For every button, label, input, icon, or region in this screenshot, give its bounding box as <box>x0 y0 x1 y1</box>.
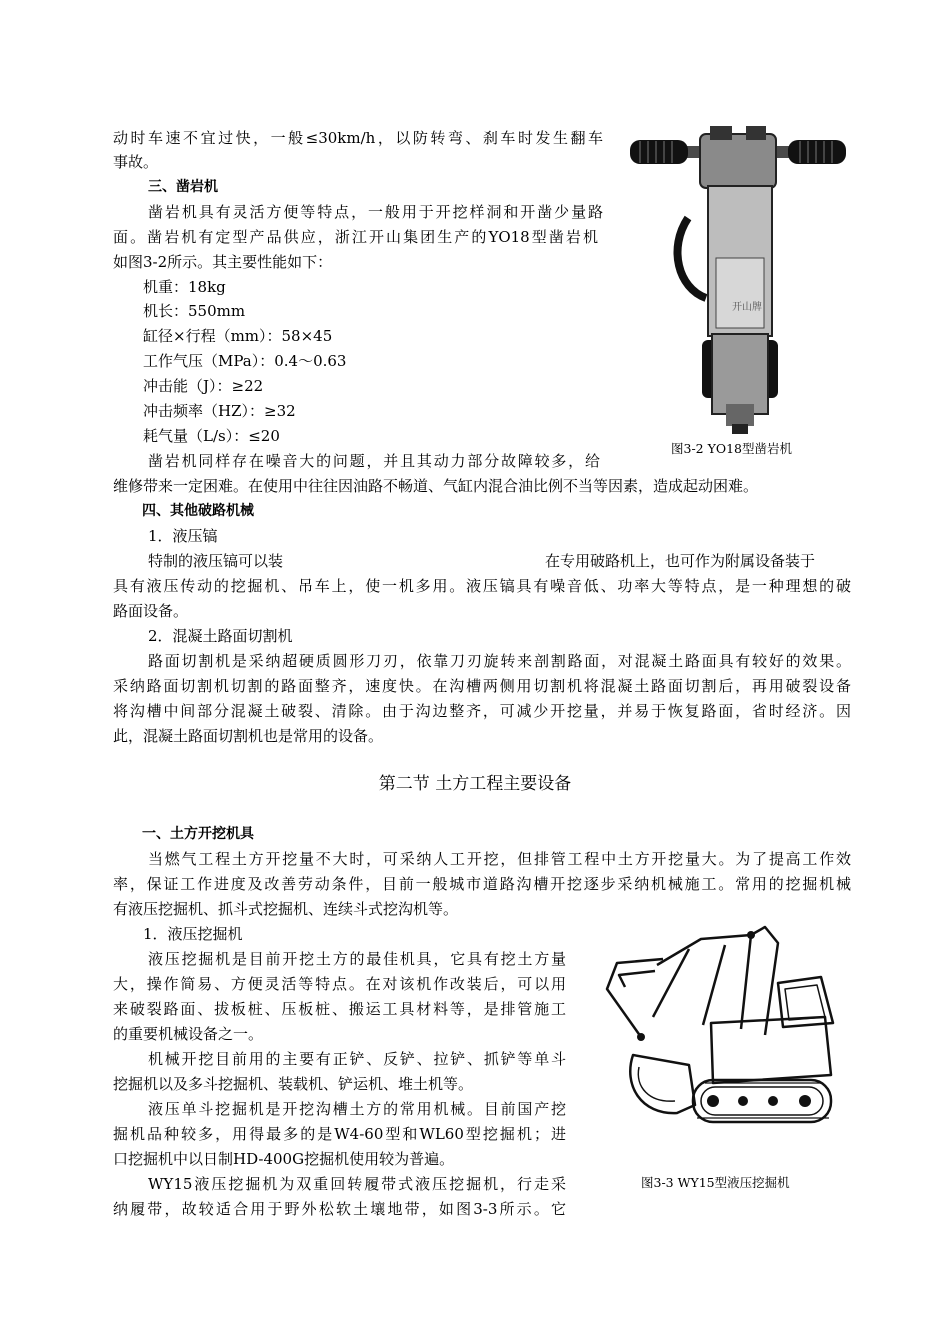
text-line: 机械开挖目前用的主要有正铲、反铲、拉铲、抓铲等单斗 <box>148 1050 566 1068</box>
spec-line: 机重：18kg <box>143 278 226 296</box>
figure-caption: 图3-3 WY15型液压挖掘机 <box>641 1175 790 1190</box>
text-line: 有液压挖掘机、抓斗式挖掘机、连续斗式挖沟机等。 <box>113 900 459 918</box>
spec-line: 缸径×行程（mm）：58×45 <box>143 327 333 345</box>
rock-drill-figure <box>628 108 848 438</box>
subheading: 2．混凝土路面切割机 <box>148 627 293 645</box>
text-line: WY15液压挖掘机为双重回转履带式液压挖掘机，行走采 <box>148 1175 566 1193</box>
text-line: 路面设备。 <box>113 602 189 620</box>
subheading: 1．液压镐 <box>148 527 218 545</box>
spec-line: 机长：550mm <box>143 302 246 320</box>
text-line: 面。凿岩机有定型产品供应，浙江开山集团生产的YO18型凿岩机 <box>113 228 598 246</box>
text-line: 液压单斗挖掘机是开挖沟槽土方的常用机械。目前国产挖 <box>148 1100 566 1118</box>
text-line: 动时车速不宜过快，一般≤30km/h，以防转弯、刹车时发生翻车 <box>113 129 603 147</box>
subheading: 1．液压挖掘机 <box>143 925 243 943</box>
text-line: 事故。 <box>113 153 159 171</box>
text-line: 来破裂路面、拔板桩、压板桩、搬运工具材料等，是排管施工 <box>113 1000 566 1018</box>
spec-line: 工作气压（MPa）：0.4～0.63 <box>143 352 347 370</box>
text-line: 凿岩机同样存在噪音大的问题，并且其动力部分故障较多，给 <box>148 452 600 470</box>
text-line: 液压挖掘机是目前开挖土方的最佳机具，它具有挖土方量 <box>148 950 566 968</box>
text-line: 口挖掘机中以日制HD-400G挖掘机使用较为普遍。 <box>113 1150 455 1168</box>
text-line: 大，操作简易、方便灵活等特点。在对该机作改装后，可以用 <box>113 975 566 993</box>
text-line: 挖掘机以及多斗挖掘机、装载机、铲运机、堆土机等。 <box>113 1075 474 1093</box>
text-line: 纳履带，故较适合用于野外松软土壤地带，如图3-3所示。它 <box>113 1200 566 1218</box>
excavator-figure <box>593 905 858 1165</box>
brand-label: 开山牌 <box>732 302 762 313</box>
text-line: 路面切割机是采纳超硬质圆形刀刃，依靠刀刃旋转来剖割路面，对混凝土路面具有较好的效果。 <box>148 652 851 670</box>
heading-rock-drill: 三、凿岩机 <box>148 179 218 195</box>
text-line: 维修带来一定困难。在使用中往往因油路不畅道、气缸内混合油比例不当等因素，造成起动困难。 <box>113 477 759 495</box>
text-line: 当燃气工程土方开挖量不大时，可采纳人工开挖，但排管工程中土方开挖量大。为了提高工作效 <box>148 850 851 868</box>
text-line: 将沟槽中间部分混凝土破裂、清除。由于沟边整齐，可减少开挖量，并易于恢复路面，省时经济。因 <box>113 702 851 720</box>
text-line: 凿岩机具有灵活方便等特点，一般用于开挖样洞和开凿少量路 <box>148 203 603 221</box>
text-line: 此，混凝土路面切割机也是常用的设备。 <box>113 727 384 745</box>
spec-line: 冲击频率（HZ）：≥32 <box>143 402 296 420</box>
spec-line: 冲击能（J）：≥22 <box>143 377 264 395</box>
spec-line: 耗气量（L/s）：≤20 <box>143 427 280 445</box>
text-line: 具有液压传动的挖掘机、吊车上，使一机多用。液压镐具有噪音低、功率大等特点，是一种理想的破 <box>113 577 851 595</box>
heading-earth-excavation: 一、土方开挖机具 <box>142 826 254 842</box>
text-line: 率，保证工作进度及改善劳动条件，目前一般城市道路沟槽开挖逐步采纳机械施工。常用的挖掘机械 <box>113 875 851 893</box>
text-line: 特制的液压镐可以装 <box>148 552 284 570</box>
text-line: 的重要机械设备之一。 <box>113 1025 264 1043</box>
section-title: 第二节 土方工程主要设备 <box>378 774 572 794</box>
figure-caption: 图3-2 YO18型凿岩机 <box>671 441 793 456</box>
text-line: 如图3-2所示。其主要性能如下： <box>113 253 333 271</box>
heading-other-machines: 四、其他破路机械 <box>142 503 254 519</box>
text-line: 掘机品种较多，用得最多的是W4-60型和WL60型挖掘机；进 <box>113 1125 566 1143</box>
text-line: 采纳路面切割机切割的路面整齐，速度快。在沟槽两侧用切割机将混凝土路面切割后，再用破裂设备 <box>113 677 851 695</box>
text-line: 在专用破路机上，也可作为附属设备装于 <box>545 552 816 570</box>
